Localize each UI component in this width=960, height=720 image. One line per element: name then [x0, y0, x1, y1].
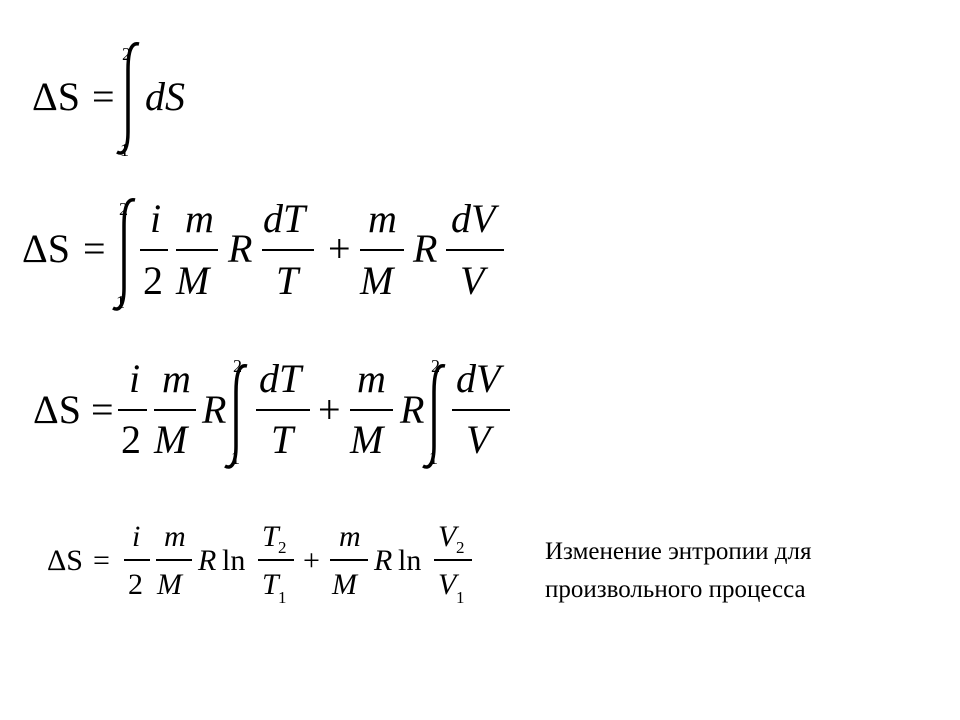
eq4-m-2: m [339, 520, 361, 553]
eq4-i: i [132, 520, 141, 553]
eq4-equals: = [93, 544, 110, 577]
caption-line-2: произвольного процесса [545, 576, 806, 603]
eq4-R: R [198, 544, 217, 577]
eq4-ln-2: ln [398, 544, 422, 577]
eq2-V: V [460, 258, 485, 303]
eq1-integrand: dS [145, 74, 185, 119]
eq3-R: R [202, 387, 227, 432]
eq4-V-top: V [438, 520, 457, 553]
eq3-dT: dT [259, 356, 302, 401]
eq4-V-sub-1: 1 [456, 588, 465, 607]
eq4-R-2: R [374, 544, 393, 577]
eq2-dT: dT [263, 196, 306, 241]
eq4-M: M [157, 568, 182, 601]
eq2-m: m [185, 196, 214, 241]
eq2-upper-limit: 2 [119, 199, 128, 219]
eq2-T: T [276, 258, 299, 303]
eq1-upper-limit: 2 [122, 44, 131, 64]
caption [545, 533, 945, 609]
eq3-lower-limit-1: 1 [231, 448, 240, 468]
eq4-ln: ln [222, 544, 246, 577]
eq3-two: 2 [121, 417, 141, 462]
eq2-plus: + [328, 226, 351, 271]
eq3-M-2: M [350, 417, 384, 462]
eq2-R: R [228, 226, 253, 271]
eq2-M-2: M [360, 258, 394, 303]
eq3-i: i [129, 356, 141, 401]
eq4-V-bottom: V [438, 568, 457, 601]
eq2-m-2: m [368, 196, 397, 241]
eq2-lhs: ΔS [22, 226, 70, 271]
eq2-R-2: R [413, 226, 438, 271]
eq2-dV: dV [451, 196, 496, 241]
eq4-m: m [164, 520, 186, 553]
eq3-lhs: ΔS [33, 387, 81, 432]
eq3-m-2: m [357, 356, 386, 401]
eq3-m: m [162, 356, 191, 401]
eq4-lhs: ΔS [47, 544, 83, 577]
eq1-lower-limit: 1 [120, 140, 129, 160]
eq4-T-bottom: T [262, 568, 279, 601]
eq3-plus: + [318, 387, 341, 432]
eq2-equals: = [83, 226, 106, 271]
eq2-lower-limit: 1 [116, 292, 125, 312]
eq3-V: V [466, 417, 491, 462]
eq3-T: T [271, 417, 294, 462]
eq1-equals: = [92, 74, 115, 119]
eq3-R-2: R [400, 387, 425, 432]
eq4-V-sub-2: 2 [456, 538, 465, 557]
eq4-T-top: T [262, 520, 279, 553]
eq3-equals: = [91, 387, 114, 432]
eq2-i: i [150, 196, 162, 241]
eq2-M: M [176, 258, 210, 303]
eq2-two: 2 [143, 258, 163, 303]
eq4-T-sub-2: 2 [278, 538, 287, 557]
eq3-lower-limit-2: 1 [429, 448, 438, 468]
eq3-M: M [154, 417, 188, 462]
caption-line-1: Изменение энтропии для [545, 538, 812, 565]
eq3-upper-limit-1: 2 [233, 356, 242, 376]
eq1-lhs: ΔS [32, 74, 80, 119]
eq4-two: 2 [128, 568, 143, 601]
eq4-plus: + [303, 544, 320, 577]
eq3-upper-limit-2: 2 [431, 356, 440, 376]
eq4-M-2: M [332, 568, 357, 601]
eq4-T-sub-1: 1 [278, 588, 287, 607]
eq3-dV: dV [456, 356, 501, 401]
